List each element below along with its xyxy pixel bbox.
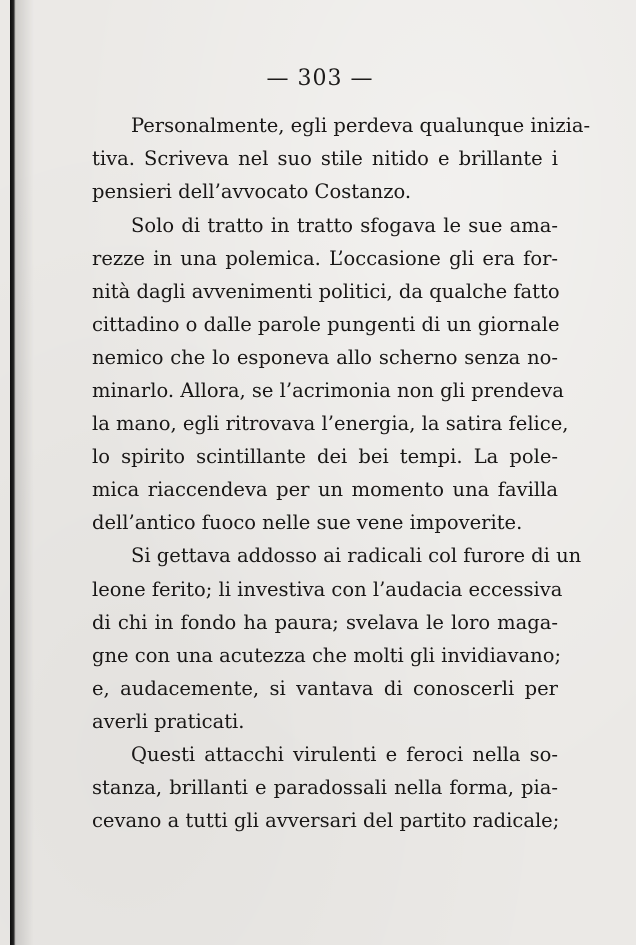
text-line: Questi attacchi virulenti e feroci nella so- [131, 743, 558, 766]
text-line: rezze in una polemica. L’occasione gli era for- [92, 247, 558, 270]
text-line: gne con una acutezza che molti gli invidiavano; [92, 644, 562, 667]
text-line: mica riaccendeva per un momento una favilla [92, 478, 558, 501]
text-line: pensieri dell’avvocato Costanzo. [92, 180, 412, 203]
text-line: stanza, brillanti e paradossali nella forma, pia- [92, 776, 558, 799]
text-line: e, audacemente, si vantava di conoscerli per [92, 677, 558, 700]
text-line: Personalmente, egli perdeva qualunque inizia- [131, 114, 591, 137]
text-line: averli praticati. [92, 710, 245, 733]
text-line: di chi in fondo ha paura; svelava le loro maga- [92, 611, 558, 634]
text-line: minarlo. Allora, se l’acrimonia non gli prendeva [92, 379, 564, 402]
page-number: — 303 — [266, 66, 374, 91]
text-line: tiva. Scriveva nel suo stile nitido e brillante i [92, 147, 558, 170]
text-line: nità dagli avvenimenti politici, da qualche fatto [92, 280, 560, 303]
text-line: cittadino o dalle parole pungenti di un giornale [92, 313, 560, 336]
text-line: dell’antico fuoco nelle sue vene impoverite. [92, 511, 523, 534]
text-line: cevano a tutti gli avversari del partito radicale; [92, 809, 560, 832]
text-line: leone ferito; li investiva con l’audacia eccessiva [92, 578, 563, 601]
text-line: Solo di tratto in tratto sfogava le sue ama- [131, 214, 558, 237]
text-line: la mano, egli ritrovava l’energia, la satira felice, [92, 412, 569, 435]
text-line: Si gettava addosso ai radicali col furore di un [131, 544, 582, 567]
text-line: nemico che lo esponeva allo scherno senza no- [92, 346, 558, 369]
text-line: lo spirito scintillante dei bei tempi. La pole- [92, 445, 558, 468]
